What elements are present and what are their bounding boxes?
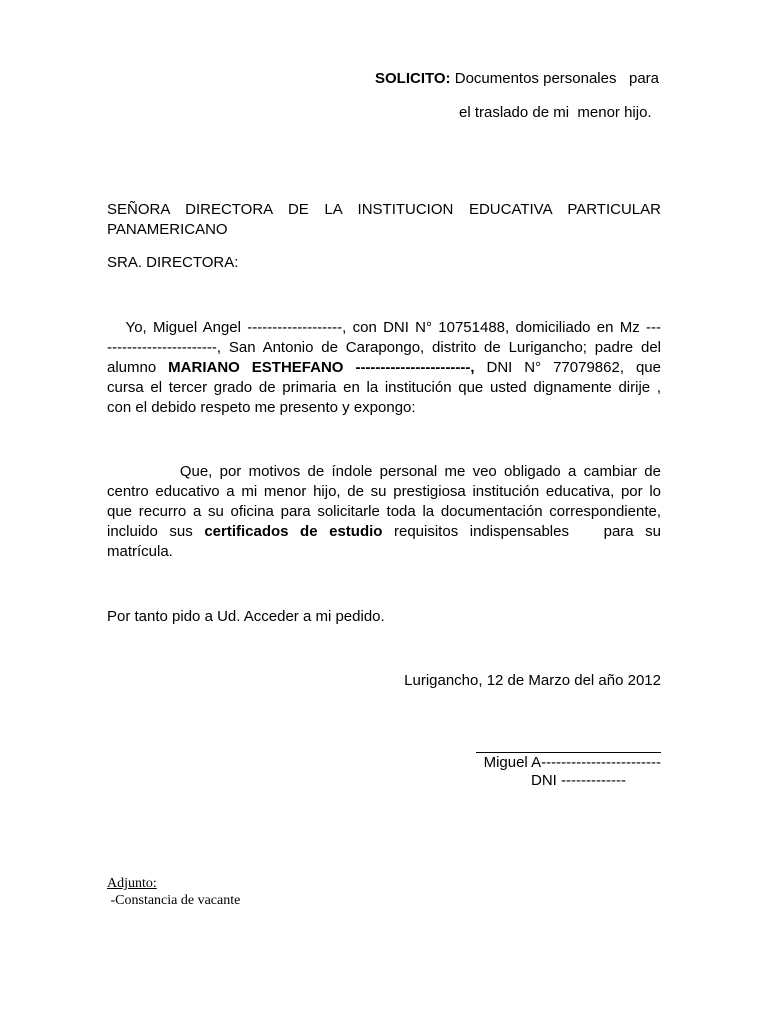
- p1-line-3-pre: alumno: [107, 359, 169, 376]
- p1-line-4: cursa el tercer grado de primaria en la institución que usted dignamente dirije ,: [107, 379, 661, 396]
- p1-line-2: ----------------------, San Antonio de Carapongo, distrito de Lurigancho; padre del: [107, 339, 661, 356]
- solicito-text: Documentos personales para: [450, 70, 660, 87]
- salutation: SRA. DIRECTORA:: [107, 254, 239, 271]
- attachment-item: -Constancia de vacante: [107, 893, 241, 908]
- addressee-block: [107, 200, 661, 240]
- body-paragraph-2: [107, 462, 661, 562]
- p2-line-3: que recurro a su oficina para solicitarle toda la documentación correspondiente,: [107, 503, 661, 520]
- solicito-line-2: el traslado de mi menor hijo.: [459, 104, 652, 121]
- signature-line: [476, 752, 661, 753]
- p2-line-4: [107, 522, 661, 542]
- student-name: MARIANO ESTHEFANO -----------------------,: [168, 359, 475, 376]
- place-date: Lurigancho, 12 de Marzo del año 2012: [404, 672, 661, 689]
- solicito-label: SOLICITO:: [375, 70, 451, 87]
- p2-line-4-pre: incluido sus: [107, 523, 205, 540]
- signature-name: Miguel A------------------------: [483, 754, 661, 771]
- p2-line-2: centro educativo a mi menor hijo, de su prestigiosa institución educativa, por lo: [107, 483, 661, 500]
- p2-line-5: matrícula.: [107, 543, 173, 560]
- closing-sentence: Por tanto pido a Ud. Acceder a mi pedido.: [107, 608, 385, 625]
- body-paragraph-1: [107, 318, 661, 418]
- certificates-phrase: certificados de estudio: [204, 523, 383, 540]
- p1-line-3: [107, 358, 661, 378]
- p1-line-5: con el debido respeto me presento y expongo:: [107, 399, 416, 416]
- signature-dni: DNI -------------: [531, 772, 626, 789]
- addressee-line-2: PANAMERICANO: [107, 221, 228, 238]
- p2-line-1: Que, por motivos de índole personal me veo obligado a cambiar de: [107, 463, 661, 480]
- p1-line-1: Yo, Miguel Angel -------------------, con DNI N° 10751488, domiciliado en Mz ---: [107, 319, 661, 336]
- attachment-label: Adjunto:: [107, 876, 157, 891]
- addressee-line-1: SEÑORA DIRECTORA DE LA INSTITUCION EDUCATIVA PARTICULAR: [107, 201, 661, 218]
- solicito-line: [375, 70, 659, 87]
- p1-line-3-post: DNI N° 77079862, que: [474, 359, 661, 376]
- p2-line-4-post: requisitos indispensables para su: [382, 523, 662, 540]
